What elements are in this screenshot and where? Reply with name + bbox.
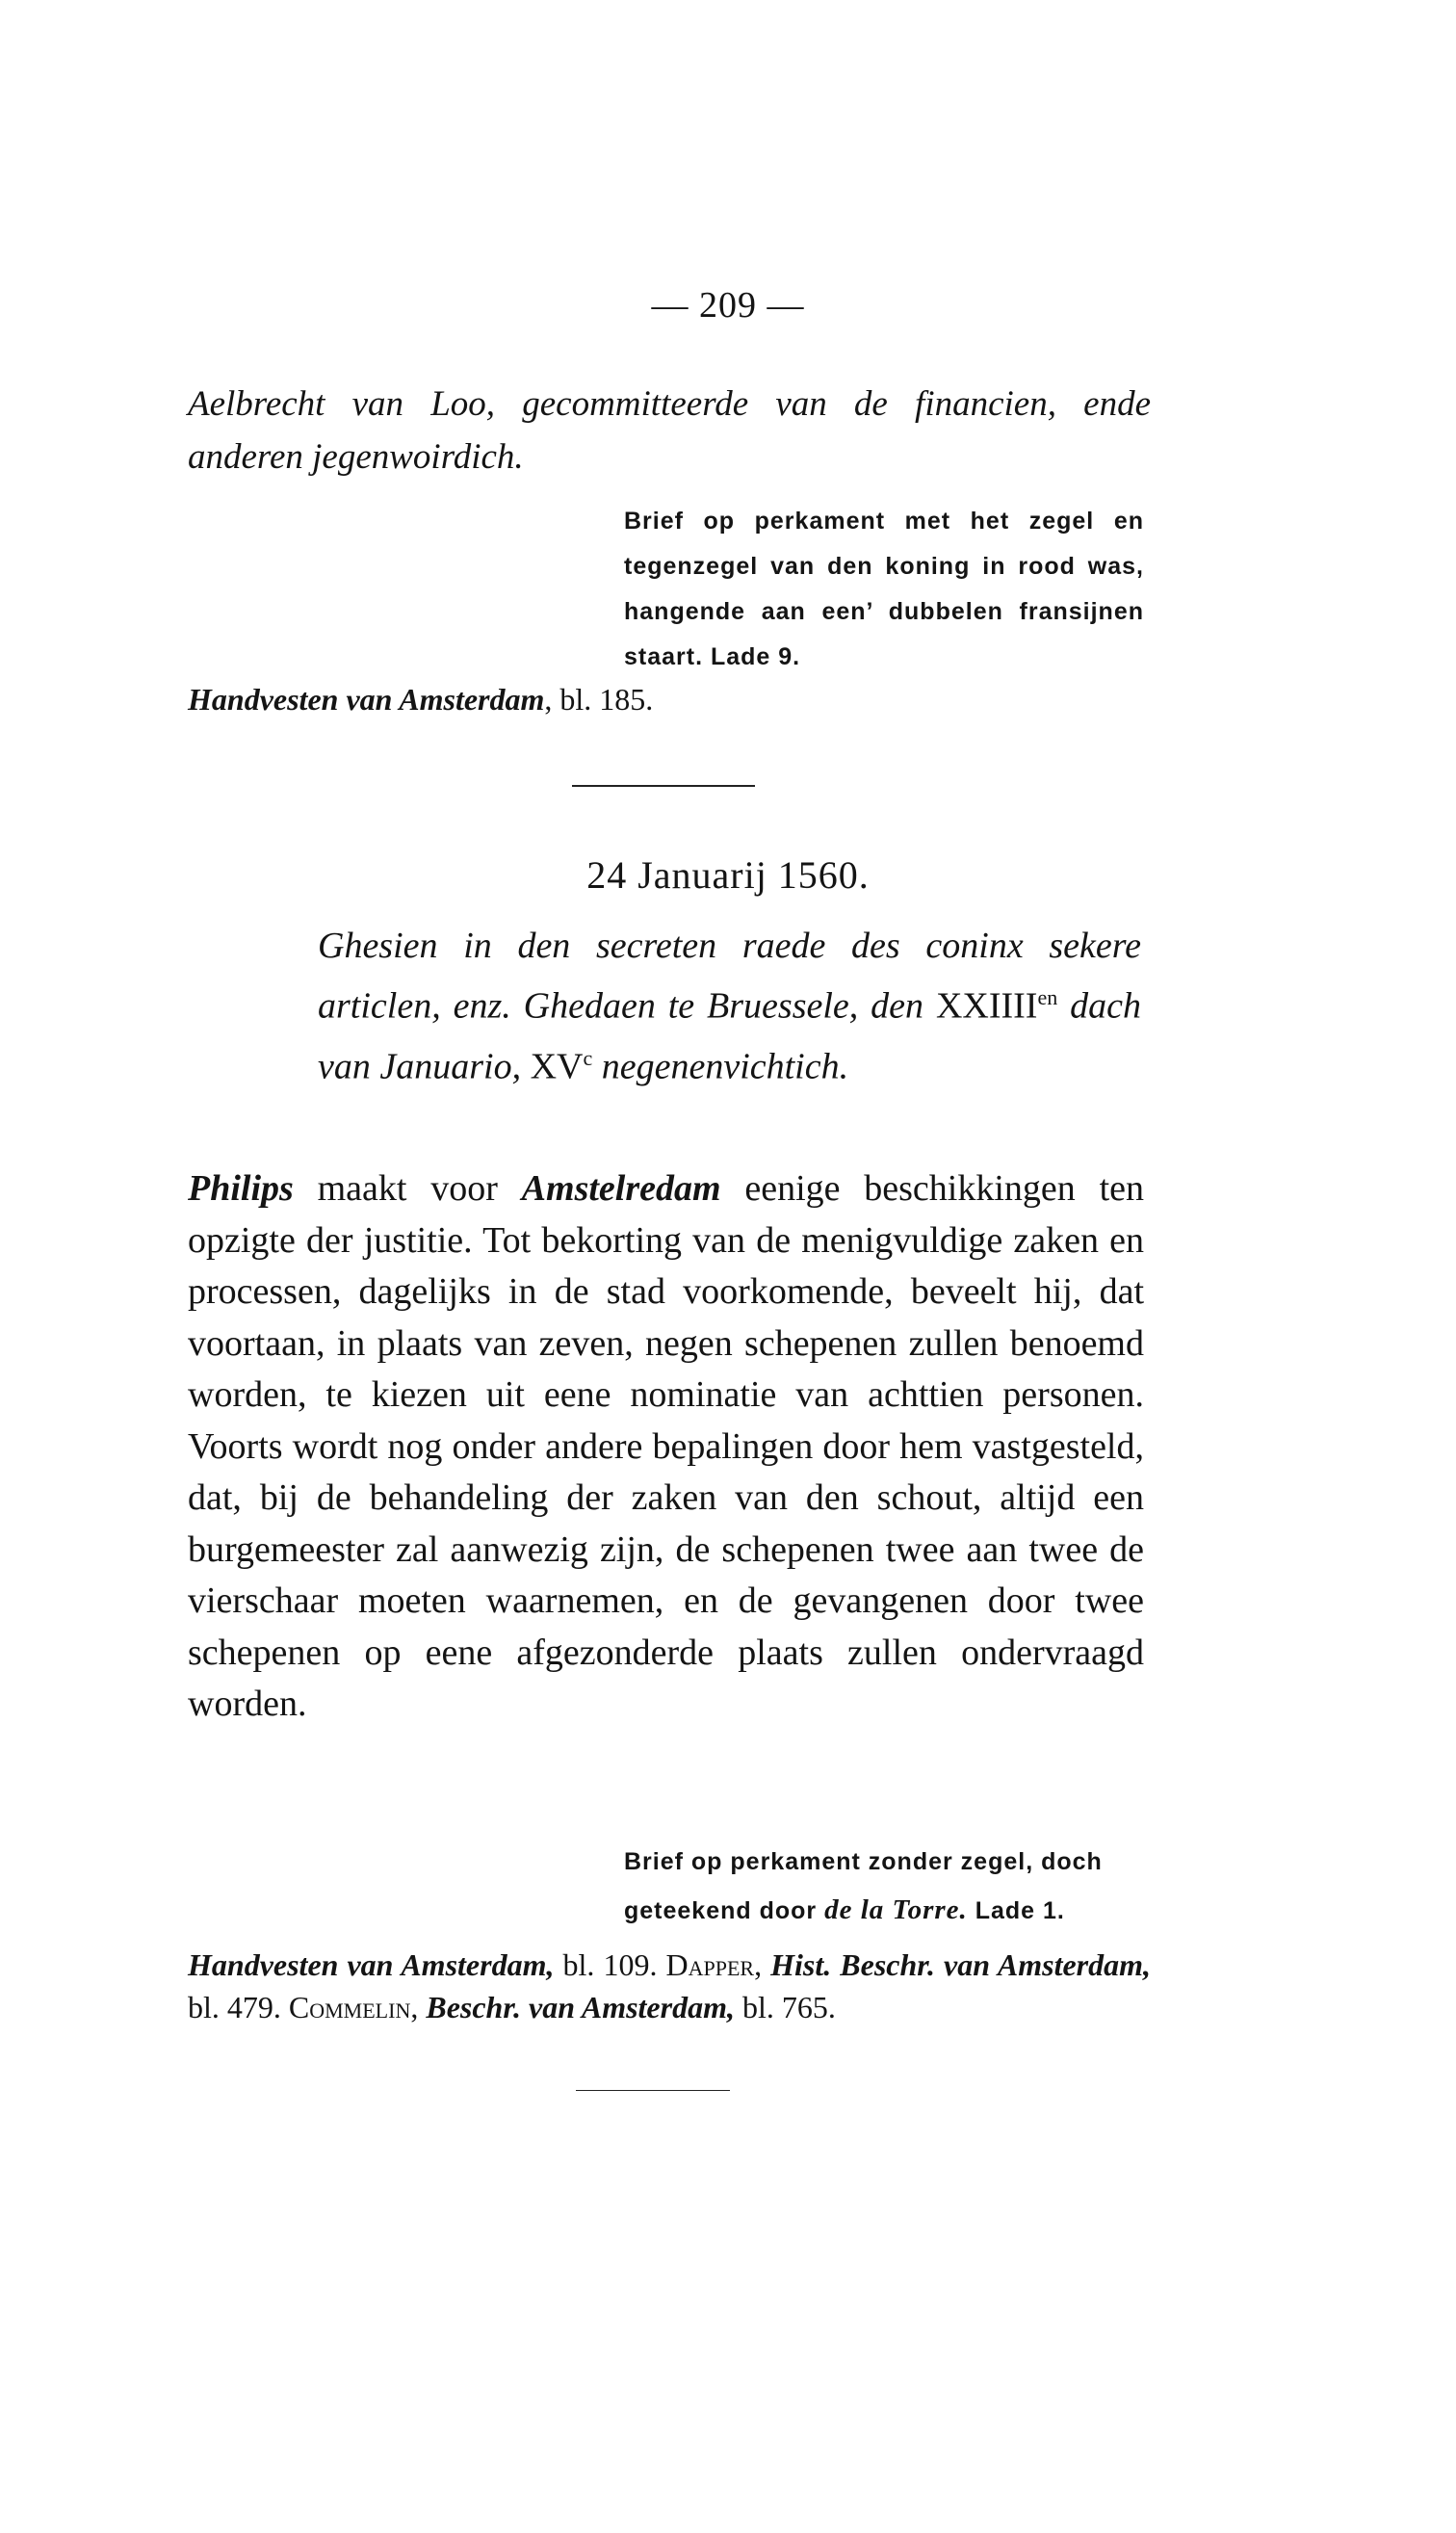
ghesien-sup-2: c [583, 1045, 593, 1070]
reference-1-page: , bl. 185. [544, 682, 654, 717]
ghesien-numeral: XXIIII [935, 985, 1038, 1027]
reference-1-title: Handvesten van Amsterdam [188, 682, 545, 717]
note-2-line-2c: Lade 1. [967, 1897, 1065, 1924]
note-charter-2 [624, 1838, 1144, 1935]
reference-2-i: Beschr. van Amsterdam, [426, 1990, 735, 2024]
section-divider [572, 785, 755, 787]
name-amstelredam: Amstelredam [521, 1168, 721, 1209]
reference-2-d: , [754, 1947, 771, 1982]
reference-2-f: bl. 479. [188, 1990, 289, 2024]
intro-line-2: anderen jegenwoirdich. [188, 437, 524, 477]
ghesien-numeral-2: XV [530, 1046, 584, 1087]
name-philips: Philips [188, 1168, 294, 1209]
entry-date: 24 Januarij 1560. [586, 853, 870, 897]
body-text-2: eenige beschikkingen ten opzigte der justitie. Tot bekorting van de menigvuldige zaken en processen, dagelijks in de stad voorkomende, beveelt hij, dat voortaan, in plaats van zeven, negen schepenen zullen benoemd worden, te kiezen uit eene nominatie van achttien personen. Voorts wordt nog onder andere bepalingen door hem vastgesteld, dat, bij de behandeling der zaken van den schout, altijd een burgemeester zal aanwezig zijn, de schepenen twee aan twee de vierschaar moeten waarnemen, en de gevangenen door twee schepenen op eene afgezonderde plaats zullen ondervraagd worden. [188, 1168, 1144, 1724]
note-charter-1: Brief op perkament met het zegel en tegenzegel van den koning in rood was, hangende aan een’ dubbelen fransijnen staart. Lade 9. [624, 508, 1144, 670]
body-paragraph [188, 1163, 1144, 1731]
end-divider [576, 2090, 730, 2091]
note-2-name: de la Torre. [824, 1894, 968, 1925]
ghesien-sup: en [1037, 985, 1058, 1009]
page-number: — 209 — [651, 285, 805, 326]
reference-2-h: , [410, 1990, 427, 2024]
reference-2-author-commelin: Commelin [288, 1990, 411, 2024]
reference-2-b: bl. 109. [554, 1947, 666, 1982]
ghesien-formula [318, 920, 1141, 1092]
ghesien-text-2: dach van Januario, [318, 985, 1142, 1087]
ghesien-text-3: negenenvichtich. [601, 1046, 849, 1087]
reference-1 [188, 678, 1151, 720]
note-2-line-1: Brief op perkament zonder zegel, doch [624, 1848, 1103, 1875]
reference-2-author-dapper: Dapper [665, 1947, 755, 1982]
reference-2-e: Hist. Beschr. van Amsterdam, [770, 1947, 1152, 1982]
reference-2-j: bl. 765. [734, 1990, 836, 2024]
body-text-1: maakt voor [293, 1168, 522, 1209]
reference-2-a: Handvesten van Amsterdam, [188, 1947, 555, 1982]
ghesien-text-1: Ghesien in den secreten raede des coninx sekere articlen, enz. Ghedaen te Bruessele, den [318, 926, 1141, 1027]
reference-2 [188, 1944, 1151, 2028]
note-2-line-2a: geteekend door [624, 1897, 825, 1924]
intro-heading [188, 378, 1151, 483]
intro-line-1: Aelbrecht van Loo, gecommitteerde van de financien, ende [188, 384, 1151, 424]
